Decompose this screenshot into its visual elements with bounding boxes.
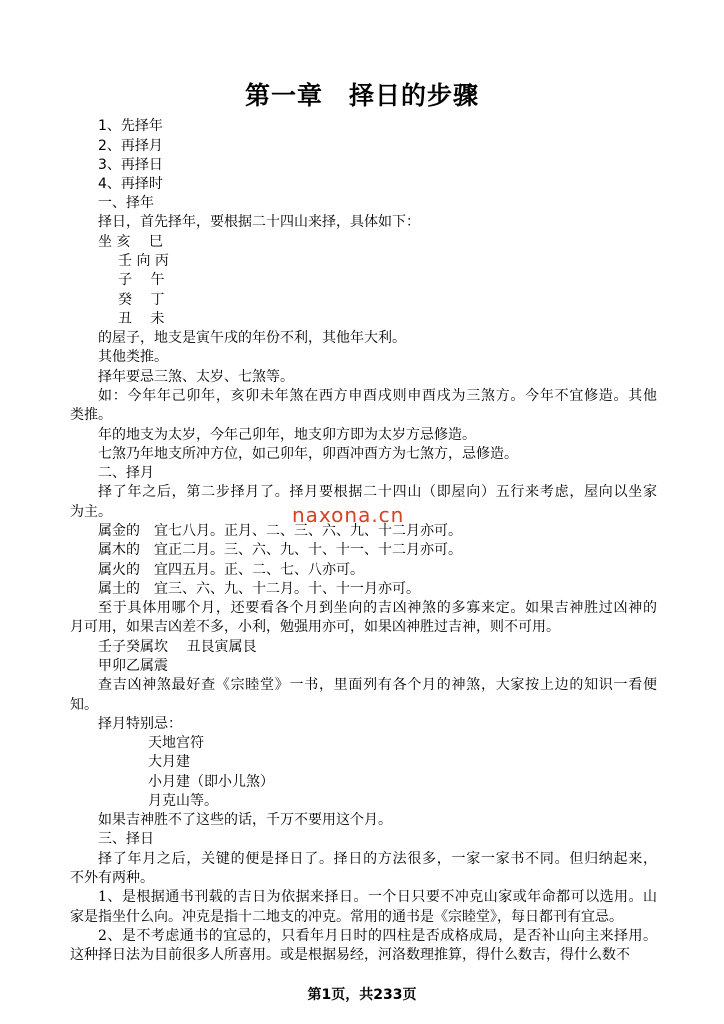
mountain-row: 癸 丁 (118, 292, 165, 308)
mountain-row: 丑 未 (118, 311, 165, 327)
step-item: 2、再择月 (98, 138, 163, 154)
paragraph: 知。 (70, 697, 98, 713)
paragraph: 查吉凶神煞最好查《宗睦堂》一书，里面列有各个月的神煞，大家按上边的知识一看便 (98, 677, 657, 693)
paragraph: 月可用，如果吉凶差不多，小利，勉强用亦可，如果凶神胜过吉神，则不可用。 (70, 619, 560, 635)
paragraph: 2、是不考虑通书的宜忌的，只看年月日时的四柱是否成格成局，是否补山向主来择用。 (98, 928, 657, 944)
watermark: naxona.cn (292, 503, 405, 527)
trigram-group: 甲卯乙属震 (98, 658, 168, 674)
mountain-row: 坐 亥 巳 (98, 234, 163, 250)
paragraph: 择了年月之后，关键的便是择日了。择日的方法很多，一家一家书不同。但归纳起来， (98, 851, 657, 867)
paragraph: 1、是根据通书刊载的吉日为依据来择日。一个日只要不冲克山家或年命都可以选用。山 (98, 889, 657, 905)
element-metal: 属金的 宜七八月。正月、二、三、六、九、十二月亦可。 (98, 523, 462, 539)
paragraph: 择日，首先择年，要根据二十四山来择，具体如下： (98, 214, 420, 230)
paragraph: 如果吉神胜不了这些的话，千万不要用这个月。 (98, 812, 392, 828)
paragraph: 这种择日法为目前很多人所喜用。或是根据易经，河洛数理推算，得什么数吉，得什么数不 (70, 947, 630, 963)
section-heading: 二、择月 (98, 465, 154, 481)
step-item: 3、再择日 (98, 157, 163, 173)
taboo-item: 天地宫符 (148, 735, 204, 751)
taboo-item: 大月建 (148, 754, 190, 770)
step-item: 1、先择年 (98, 118, 163, 134)
section-heading: 一、择年 (98, 195, 154, 211)
paragraph: 至于具体用哪个月，还要看各个月到坐向的吉凶神煞的多寡来定。如果吉神胜过凶神的 (98, 600, 657, 616)
element-wood: 属木的 宜正二月。三、六、九、十、十一、十二月亦可。 (98, 542, 462, 558)
paragraph: 不外有两种。 (70, 870, 154, 886)
paragraph: 年的地支为太岁，今年己卯年，地支卯方即为太岁方忌修造。 (98, 427, 476, 443)
paragraph: 其他类推。 (98, 349, 168, 365)
mountain-row: 子 午 (118, 272, 165, 288)
element-fire: 属火的 宜四五月。正、二、七、八亦可。 (98, 562, 364, 578)
paragraph: 的屋子，地支是寅午戌的年份不利，其他年大利。 (98, 330, 406, 346)
element-earth: 属土的 宜三、六、九、十二月。十、十一月亦可。 (98, 581, 420, 597)
paragraph: 家是指坐什么向。冲克是指十二地支的冲克。常用的通书是《宗睦堂》，每日都刊有宜忌。 (70, 909, 623, 925)
paragraph: 如：今年年己卯年，亥卯未年煞在西方申酉戌则申酉戌为三煞方。今年不宜修造。其他 (98, 388, 657, 404)
section-heading: 三、择日 (98, 831, 154, 847)
page-footer: 第1页，共233页 (307, 987, 417, 1003)
paragraph: 择了年之后，第二步择月了。择月要根据二十四山（即屋向）五行来考虑，屋向以坐家 (98, 484, 657, 500)
page-title: 第一章 择日的步骤 (244, 81, 479, 110)
paragraph: 择月特别忌： (98, 716, 182, 732)
paragraph: 类推。 (70, 407, 112, 423)
paragraph: 七煞乃年地支所冲方位，如己卯年，卯酉冲酉方为七煞方，忌修造。 (98, 446, 518, 462)
paragraph: 为主。 (70, 504, 112, 520)
taboo-item: 小月建（即小儿煞） (148, 774, 274, 790)
mountain-row: 壬 向 丙 (118, 253, 169, 269)
trigram-group: 壬子癸属坎 丑艮寅属艮 (98, 639, 257, 655)
taboo-item: 月克山等。 (148, 793, 218, 809)
paragraph: 择年要忌三煞、太岁、七煞等。 (98, 369, 294, 385)
step-item: 4、再择时 (98, 176, 163, 192)
